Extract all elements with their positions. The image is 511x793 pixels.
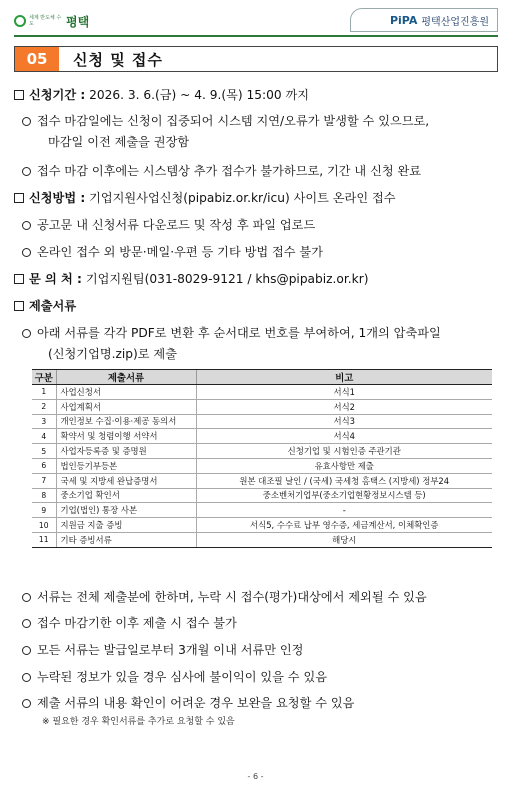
documents-label: 제출서류 bbox=[29, 299, 77, 313]
row-number: 8 bbox=[32, 488, 56, 503]
document-name: 중소기업 확인서 bbox=[56, 488, 196, 503]
documents-intro-cont: (신청기업명.zip)로 제출 bbox=[48, 347, 177, 361]
bullet-text: 접수 마감일에는 신청이 집중되어 시스템 지연/오류가 발생할 수 있으므로, bbox=[37, 114, 430, 128]
circle-bullet-icon bbox=[22, 117, 31, 126]
table-row bbox=[32, 518, 492, 533]
row-number: 11 bbox=[32, 532, 56, 547]
period-label: 신청기간 : bbox=[29, 88, 86, 102]
table-row bbox=[32, 385, 492, 400]
table-row bbox=[32, 488, 492, 503]
organization-logo bbox=[350, 8, 498, 32]
circle-bullet-icon bbox=[22, 699, 31, 708]
circle-bullet-icon bbox=[22, 593, 31, 602]
section-number: 05 bbox=[15, 47, 59, 71]
circle-bullet-icon bbox=[22, 221, 31, 230]
method-item bbox=[14, 189, 396, 206]
circle-bullet-icon bbox=[22, 248, 31, 257]
document-note: 서식4 bbox=[196, 429, 492, 444]
document-name: 확약서 및 청렴이행 서약서 bbox=[56, 429, 196, 444]
checkbox-square-icon bbox=[14, 301, 24, 311]
table-row bbox=[32, 429, 492, 444]
document-name: 개인정보 수집·이용·제공 동의서 bbox=[56, 414, 196, 429]
page-header bbox=[14, 8, 498, 34]
documents-item bbox=[14, 297, 76, 314]
row-number: 7 bbox=[32, 473, 56, 488]
bullet-text: 접수 마감기한 이후 제출 시 접수 불가 bbox=[37, 616, 237, 630]
table-row bbox=[32, 399, 492, 414]
circle-bullet-icon bbox=[22, 329, 31, 338]
row-number: 10 bbox=[32, 518, 56, 533]
column-header: 비고 bbox=[196, 370, 492, 385]
document-note: 서식5, 수수료 납부 영수증, 세금계산서, 이체확인증 bbox=[196, 518, 492, 533]
organization-name: 평택산업진흥원 bbox=[421, 16, 489, 28]
checkbox-square-icon bbox=[14, 274, 24, 284]
bullet-text: 모든 서류는 발급일로부터 3개월 이내 서류만 인정 bbox=[37, 643, 304, 657]
method-value: 기업지원사업신청(pipabiz.or.kr/icu) 사이트 온라인 접수 bbox=[89, 191, 396, 205]
period-bullet-2 bbox=[22, 162, 421, 179]
city-slogan: 세계 반도체 수도 bbox=[29, 15, 62, 27]
table-row bbox=[32, 503, 492, 518]
documents-intro bbox=[22, 324, 441, 341]
document-note: 신청기업 및 시험인증 주관기관 bbox=[196, 444, 492, 459]
document-name: 국세 및 지방세 완납증명서 bbox=[56, 473, 196, 488]
bullet-text: 공고문 내 신청서류 다운로드 및 작성 후 파일 업로드 bbox=[37, 218, 316, 232]
document-note: 서식2 bbox=[196, 399, 492, 414]
contact-label: 문 의 처 : bbox=[29, 272, 82, 286]
documents-bullet-1 bbox=[22, 588, 427, 605]
period-value: 2026. 3. 6.(금) ~ 4. 9.(목) 15:00 까지 bbox=[89, 88, 310, 102]
bullet-text: 아래 서류를 각각 PDF로 변환 후 순서대로 번호를 부여하여, 1개의 압축파일 bbox=[37, 326, 441, 340]
method-bullet-2 bbox=[22, 243, 323, 260]
method-bullet-1 bbox=[22, 216, 315, 233]
document-note: 중소벤처기업부(중소기업현황정보시스템 등) bbox=[196, 488, 492, 503]
footnote: ※ 필요한 경우 확인서류를 추가로 요청할 수 있음 bbox=[42, 717, 235, 727]
circle-bullet-icon bbox=[22, 167, 31, 176]
period-bullet-1 bbox=[22, 112, 429, 129]
row-number: 2 bbox=[32, 399, 56, 414]
bullet-text: 온라인 접수 외 방문·메일·우편 등 기타 방법 접수 불가 bbox=[37, 245, 323, 259]
document-note: 서식3 bbox=[196, 414, 492, 429]
contact-item bbox=[14, 270, 368, 287]
row-number: 1 bbox=[32, 385, 56, 400]
city-logo bbox=[14, 10, 89, 32]
circle-bullet-icon bbox=[22, 619, 31, 628]
document-note: 서식1 bbox=[196, 385, 492, 400]
bullet-text: 접수 마감 이후에는 시스템상 추가 접수가 불가하므로, 기간 내 신청 완료 bbox=[37, 164, 422, 178]
row-number: 3 bbox=[32, 414, 56, 429]
table-row bbox=[32, 532, 492, 547]
documents-bullet-3 bbox=[22, 641, 303, 658]
documents-bullet-2 bbox=[22, 614, 237, 631]
documents-bullet-4 bbox=[22, 668, 327, 685]
column-header: 제출서류 bbox=[56, 370, 196, 385]
bullet-text: 누락된 정보가 있을 경우 심사에 불이익이 있을 수 있음 bbox=[37, 670, 328, 684]
row-number: 4 bbox=[32, 429, 56, 444]
period-item bbox=[14, 86, 309, 103]
city-name: 평택 bbox=[66, 14, 90, 29]
page-number: - 6 - bbox=[247, 772, 264, 781]
document-name: 법인등기부등본 bbox=[56, 458, 196, 473]
row-number: 6 bbox=[32, 458, 56, 473]
documents-table bbox=[32, 369, 492, 548]
city-emblem-icon bbox=[14, 15, 26, 27]
circle-bullet-icon bbox=[22, 673, 31, 682]
row-number: 9 bbox=[32, 503, 56, 518]
documents-bullet-5 bbox=[22, 694, 354, 711]
circle-bullet-icon bbox=[22, 646, 31, 655]
document-note: 유효사항만 제출 bbox=[196, 458, 492, 473]
table-row bbox=[32, 414, 492, 429]
document-note: 원본 대조필 날인 / (국세) 국세청 홈택스 (지방세) 정부24 bbox=[196, 473, 492, 488]
column-header: 구분 bbox=[32, 370, 56, 385]
document-name: 기업(법인) 통장 사본 bbox=[56, 503, 196, 518]
document-name: 사업자등록증 및 증명원 bbox=[56, 444, 196, 459]
document-note: - bbox=[196, 503, 492, 518]
bullet-text: 제출 서류의 내용 확인이 어려운 경우 보완을 요청할 수 있음 bbox=[37, 696, 355, 710]
table-header-row bbox=[32, 370, 492, 385]
document-name: 사업계획서 bbox=[56, 399, 196, 414]
document-name: 사업신청서 bbox=[56, 385, 196, 400]
section-title bbox=[14, 46, 498, 72]
pipa-logo-mark: PiPA bbox=[389, 13, 418, 27]
document-note: 해당시 bbox=[196, 532, 492, 547]
row-number: 5 bbox=[32, 444, 56, 459]
document-name: 지원금 지출 증빙 bbox=[56, 518, 196, 533]
period-bullet-1-cont: 마감일 이전 제출을 권장함 bbox=[48, 135, 190, 149]
table-row bbox=[32, 458, 492, 473]
header-divider bbox=[14, 35, 498, 37]
section-heading: 신청 및 접수 bbox=[73, 50, 163, 69]
checkbox-square-icon bbox=[14, 193, 24, 203]
document-name: 기타 증빙서류 bbox=[56, 532, 196, 547]
bullet-text: 서류는 전체 제출분에 한하며, 누락 시 접수(평가)대상에서 제외될 수 있음 bbox=[37, 590, 427, 604]
table-row bbox=[32, 444, 492, 459]
table-row bbox=[32, 473, 492, 488]
contact-value: 기업지원팀(031-8029-9121 / khs@pipabiz.or.kr) bbox=[85, 272, 369, 286]
checkbox-square-icon bbox=[14, 90, 24, 100]
method-label: 신청방법 : bbox=[29, 191, 86, 205]
